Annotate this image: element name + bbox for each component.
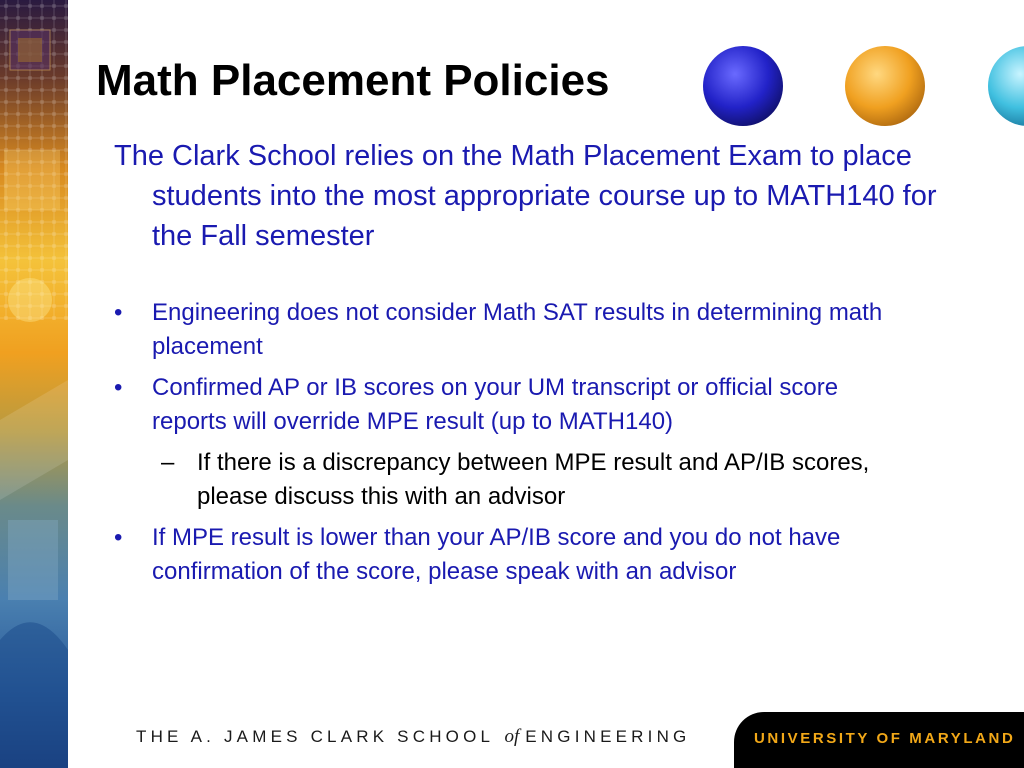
orange-orb-icon <box>845 46 925 126</box>
school-name-prefix: THE A. JAMES CLARK SCHOOL <box>136 727 494 746</box>
bullet-text: Confirmed AP or IB scores on your UM transcript or official score reports will override MPE result (up to MATH140) <box>152 374 839 435</box>
university-name: UNIVERSITY OF MARYLAND <box>754 730 1016 747</box>
bullet-text: Engineering does not consider Math SAT results in determining math placement <box>152 299 883 360</box>
list-item <box>114 296 914 364</box>
sub-bullet-text: If there is a discrepancy between MPE result and AP/IB scores, please discuss this with an advisor <box>197 449 870 510</box>
bullet-text: If MPE result is lower than your AP/IB score and you do not have confirmation of the score, please speak with an advisor <box>152 524 841 585</box>
cyan-orb-icon <box>988 46 1024 126</box>
decorative-orbs <box>700 44 1024 130</box>
bullet-list <box>114 296 914 596</box>
school-name-suffix: ENGINEERING <box>525 727 691 746</box>
list-item <box>114 371 914 439</box>
bullet-icon: • <box>114 374 123 401</box>
slide-title: Math Placement Policies <box>96 56 610 105</box>
university-banner <box>734 712 1024 768</box>
school-wordmark <box>136 726 690 748</box>
bullet-icon: • <box>114 524 123 551</box>
decorative-side-strip <box>0 0 68 768</box>
dash-icon: – <box>161 449 175 476</box>
intro-paragraph: The Clark School relies on the Math Placement Exam to place students into the most appropriate course up to MATH140 for the Fall semester <box>114 140 937 252</box>
bullet-icon: • <box>114 299 123 326</box>
blue-orb-icon <box>703 46 783 126</box>
list-item <box>114 521 914 589</box>
sub-list-item <box>114 446 914 514</box>
school-name-of: of <box>504 726 520 747</box>
